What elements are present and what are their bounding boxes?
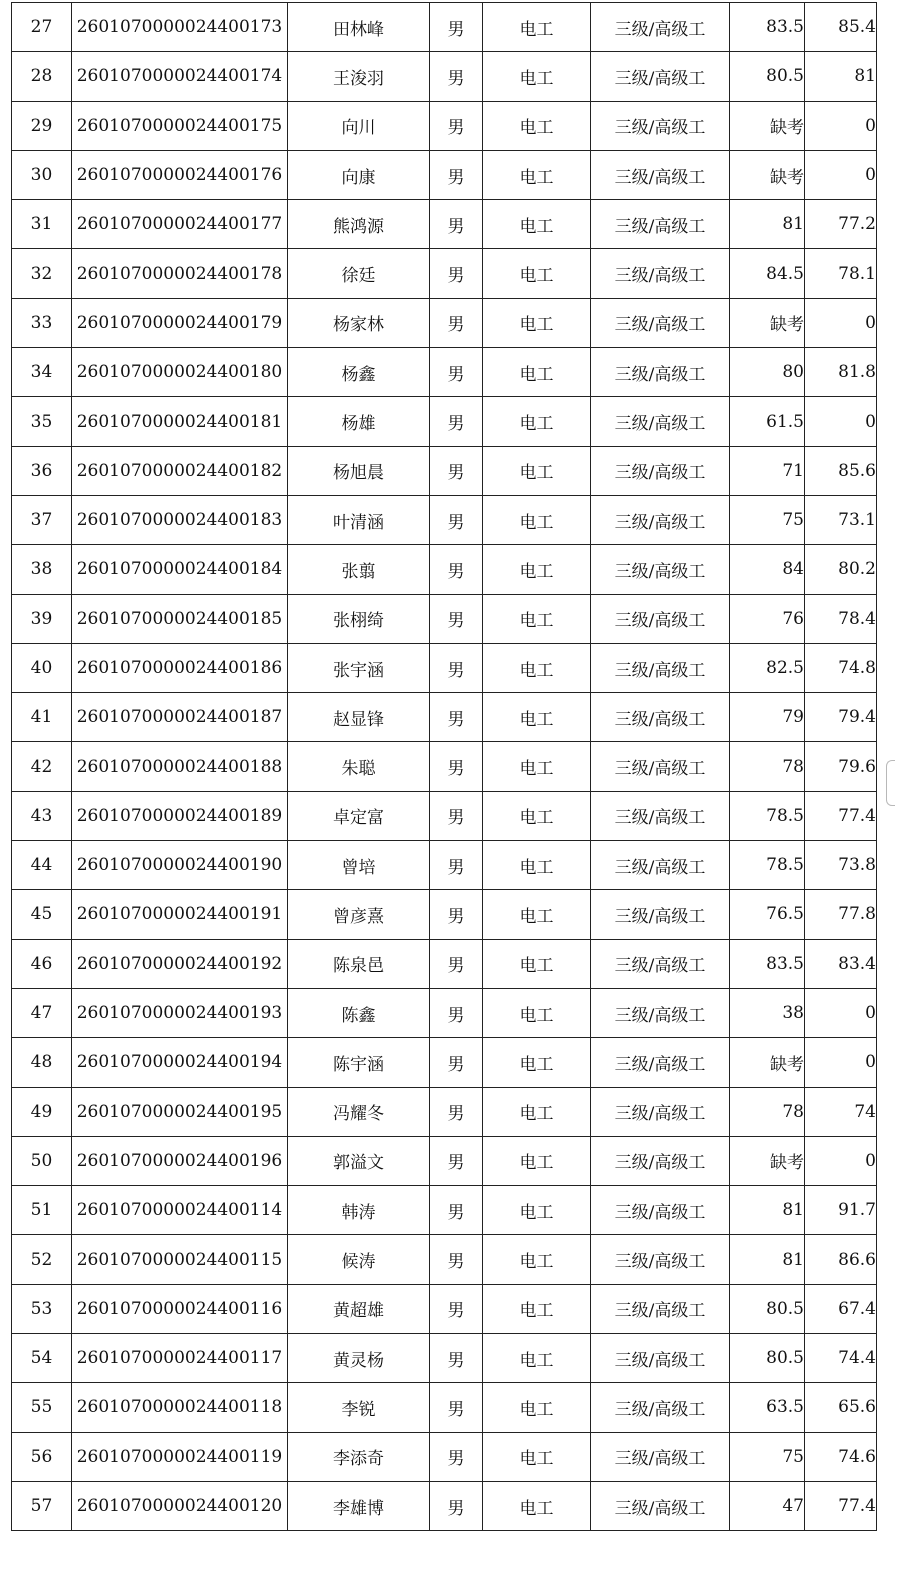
score2-cell: 77.8 <box>805 890 877 939</box>
job-cell: 电工 <box>483 150 591 199</box>
seq-cell: 29 <box>12 101 72 150</box>
level-cell: 三级/高级工 <box>591 791 730 840</box>
sex-cell: 男 <box>430 939 483 988</box>
level-cell: 三级/高级工 <box>591 397 730 446</box>
sex-cell: 男 <box>430 1383 483 1432</box>
job-cell: 电工 <box>483 348 591 397</box>
level-cell: 三级/高级工 <box>591 446 730 495</box>
score2-cell: 81.8 <box>805 348 877 397</box>
exam-id-cell: 2601070000024400188 <box>72 742 288 791</box>
table-row <box>12 52 877 101</box>
seq-cell: 44 <box>12 841 72 890</box>
seq-cell: 28 <box>12 52 72 101</box>
name-cell: 叶清涵 <box>288 495 430 544</box>
level-cell: 三级/高级工 <box>591 101 730 150</box>
sex-cell: 男 <box>430 1284 483 1333</box>
score2-cell: 79.6 <box>805 742 877 791</box>
score1-cell: 80.5 <box>730 52 805 101</box>
table-row <box>12 150 877 199</box>
score1-cell: 61.5 <box>730 397 805 446</box>
table-row <box>12 101 877 150</box>
score1-cell: 缺考 <box>730 1038 805 1087</box>
seq-cell: 54 <box>12 1334 72 1383</box>
seq-cell: 52 <box>12 1235 72 1284</box>
score1-cell: 75 <box>730 495 805 544</box>
score2-cell: 73.8 <box>805 841 877 890</box>
score2-cell: 81 <box>805 52 877 101</box>
score1-cell: 81 <box>730 200 805 249</box>
name-cell: 李锐 <box>288 1383 430 1432</box>
level-cell: 三级/高级工 <box>591 495 730 544</box>
score1-cell: 71 <box>730 446 805 495</box>
exam-id-cell: 2601070000024400179 <box>72 298 288 347</box>
name-cell: 张翦 <box>288 545 430 594</box>
table-row <box>12 397 877 446</box>
table-row <box>12 742 877 791</box>
score1-cell: 47 <box>730 1481 805 1530</box>
table-row <box>12 841 877 890</box>
level-cell: 三级/高级工 <box>591 1481 730 1530</box>
job-cell: 电工 <box>483 495 591 544</box>
exam-id-cell: 2601070000024400178 <box>72 249 288 298</box>
job-cell: 电工 <box>483 1235 591 1284</box>
job-cell: 电工 <box>483 200 591 249</box>
score1-cell: 78 <box>730 1087 805 1136</box>
table-row <box>12 1383 877 1432</box>
sex-cell: 男 <box>430 1186 483 1235</box>
table-row <box>12 693 877 742</box>
table-row <box>12 1284 877 1333</box>
side-panel-handle[interactable] <box>886 760 895 806</box>
exam-id-cell: 2601070000024400120 <box>72 1481 288 1530</box>
exam-id-cell: 2601070000024400191 <box>72 890 288 939</box>
table-row <box>12 1481 877 1530</box>
score2-cell: 0 <box>805 298 877 347</box>
sex-cell: 男 <box>430 1087 483 1136</box>
score1-cell: 81 <box>730 1186 805 1235</box>
score1-cell: 缺考 <box>730 1136 805 1185</box>
job-cell: 电工 <box>483 1284 591 1333</box>
name-cell: 熊鸿源 <box>288 200 430 249</box>
score1-cell: 80.5 <box>730 1334 805 1383</box>
job-cell: 电工 <box>483 1136 591 1185</box>
exam-id-cell: 2601070000024400175 <box>72 101 288 150</box>
job-cell: 电工 <box>483 446 591 495</box>
level-cell: 三级/高级工 <box>591 1284 730 1333</box>
level-cell: 三级/高级工 <box>591 1038 730 1087</box>
exam-id-cell: 2601070000024400116 <box>72 1284 288 1333</box>
score1-cell: 80 <box>730 348 805 397</box>
seq-cell: 51 <box>12 1186 72 1235</box>
name-cell: 杨鑫 <box>288 348 430 397</box>
name-cell: 朱聪 <box>288 742 430 791</box>
exam-id-cell: 2601070000024400115 <box>72 1235 288 1284</box>
table-row <box>12 988 877 1037</box>
level-cell: 三级/高级工 <box>591 643 730 692</box>
score2-cell: 80.2 <box>805 545 877 594</box>
exam-id-cell: 2601070000024400189 <box>72 791 288 840</box>
sex-cell: 男 <box>430 791 483 840</box>
exam-id-cell: 2601070000024400173 <box>72 3 288 52</box>
name-cell: 黄超雄 <box>288 1284 430 1333</box>
exam-id-cell: 2601070000024400196 <box>72 1136 288 1185</box>
score1-cell: 82.5 <box>730 643 805 692</box>
score2-cell: 73.1 <box>805 495 877 544</box>
sex-cell: 男 <box>430 742 483 791</box>
job-cell: 电工 <box>483 52 591 101</box>
sex-cell: 男 <box>430 1136 483 1185</box>
sex-cell: 男 <box>430 52 483 101</box>
job-cell: 电工 <box>483 1087 591 1136</box>
level-cell: 三级/高级工 <box>591 3 730 52</box>
score-table <box>11 2 877 1531</box>
name-cell: 韩涛 <box>288 1186 430 1235</box>
job-cell: 电工 <box>483 101 591 150</box>
seq-cell: 53 <box>12 1284 72 1333</box>
score2-cell: 67.4 <box>805 1284 877 1333</box>
seq-cell: 38 <box>12 545 72 594</box>
table-row <box>12 1038 877 1087</box>
sex-cell: 男 <box>430 150 483 199</box>
score1-cell: 79 <box>730 693 805 742</box>
score2-cell: 77.2 <box>805 200 877 249</box>
name-cell: 曾培 <box>288 841 430 890</box>
score2-cell: 0 <box>805 101 877 150</box>
name-cell: 郭溢文 <box>288 1136 430 1185</box>
score2-cell: 85.6 <box>805 446 877 495</box>
name-cell: 杨家林 <box>288 298 430 347</box>
score2-cell: 83.4 <box>805 939 877 988</box>
name-cell: 候涛 <box>288 1235 430 1284</box>
level-cell: 三级/高级工 <box>591 988 730 1037</box>
job-cell: 电工 <box>483 1432 591 1481</box>
seq-cell: 27 <box>12 3 72 52</box>
score2-cell: 74.6 <box>805 1432 877 1481</box>
sex-cell: 男 <box>430 101 483 150</box>
score1-cell: 78.5 <box>730 841 805 890</box>
score2-cell: 91.7 <box>805 1186 877 1235</box>
seq-cell: 43 <box>12 791 72 840</box>
name-cell: 张宇涵 <box>288 643 430 692</box>
exam-id-cell: 2601070000024400176 <box>72 150 288 199</box>
sex-cell: 男 <box>430 545 483 594</box>
score2-cell: 65.6 <box>805 1383 877 1432</box>
table-row <box>12 1235 877 1284</box>
level-cell: 三级/高级工 <box>591 298 730 347</box>
seq-cell: 30 <box>12 150 72 199</box>
job-cell: 电工 <box>483 1481 591 1530</box>
score1-cell: 78.5 <box>730 791 805 840</box>
seq-cell: 41 <box>12 693 72 742</box>
job-cell: 电工 <box>483 890 591 939</box>
table-row <box>12 791 877 840</box>
level-cell: 三级/高级工 <box>591 841 730 890</box>
level-cell: 三级/高级工 <box>591 1087 730 1136</box>
table-row <box>12 939 877 988</box>
seq-cell: 50 <box>12 1136 72 1185</box>
table-row <box>12 890 877 939</box>
level-cell: 三级/高级工 <box>591 1136 730 1185</box>
name-cell: 陈鑫 <box>288 988 430 1037</box>
score2-cell: 86.6 <box>805 1235 877 1284</box>
exam-id-cell: 2601070000024400186 <box>72 643 288 692</box>
job-cell: 电工 <box>483 643 591 692</box>
level-cell: 三级/高级工 <box>591 348 730 397</box>
job-cell: 电工 <box>483 249 591 298</box>
exam-id-cell: 2601070000024400118 <box>72 1383 288 1432</box>
job-cell: 电工 <box>483 693 591 742</box>
score1-cell: 80.5 <box>730 1284 805 1333</box>
level-cell: 三级/高级工 <box>591 939 730 988</box>
sex-cell: 男 <box>430 693 483 742</box>
seq-cell: 49 <box>12 1087 72 1136</box>
score2-cell: 78.1 <box>805 249 877 298</box>
name-cell: 杨雄 <box>288 397 430 446</box>
sex-cell: 男 <box>430 643 483 692</box>
score2-cell: 77.4 <box>805 791 877 840</box>
level-cell: 三级/高级工 <box>591 200 730 249</box>
sex-cell: 男 <box>430 594 483 643</box>
table-row <box>12 643 877 692</box>
name-cell: 徐廷 <box>288 249 430 298</box>
table-row <box>12 1186 877 1235</box>
sex-cell: 男 <box>430 1235 483 1284</box>
job-cell: 电工 <box>483 1334 591 1383</box>
score2-cell: 0 <box>805 150 877 199</box>
level-cell: 三级/高级工 <box>591 1186 730 1235</box>
table-row <box>12 594 877 643</box>
exam-id-cell: 2601070000024400119 <box>72 1432 288 1481</box>
exam-id-cell: 2601070000024400192 <box>72 939 288 988</box>
sex-cell: 男 <box>430 348 483 397</box>
score1-cell: 83.5 <box>730 3 805 52</box>
name-cell: 卓定富 <box>288 791 430 840</box>
sex-cell: 男 <box>430 200 483 249</box>
sex-cell: 男 <box>430 397 483 446</box>
sex-cell: 男 <box>430 495 483 544</box>
score2-cell: 79.4 <box>805 693 877 742</box>
exam-id-cell: 2601070000024400181 <box>72 397 288 446</box>
exam-id-cell: 2601070000024400184 <box>72 545 288 594</box>
table-row <box>12 249 877 298</box>
exam-id-cell: 2601070000024400190 <box>72 841 288 890</box>
job-cell: 电工 <box>483 545 591 594</box>
score2-cell: 0 <box>805 397 877 446</box>
seq-cell: 47 <box>12 988 72 1037</box>
score1-cell: 84.5 <box>730 249 805 298</box>
score1-cell: 78 <box>730 742 805 791</box>
score2-cell: 85.4 <box>805 3 877 52</box>
score1-cell: 63.5 <box>730 1383 805 1432</box>
exam-id-cell: 2601070000024400182 <box>72 446 288 495</box>
job-cell: 电工 <box>483 3 591 52</box>
name-cell: 冯耀冬 <box>288 1087 430 1136</box>
score2-cell: 74.8 <box>805 643 877 692</box>
seq-cell: 45 <box>12 890 72 939</box>
name-cell: 陈泉邑 <box>288 939 430 988</box>
score1-cell: 83.5 <box>730 939 805 988</box>
score1-cell: 84 <box>730 545 805 594</box>
table-row <box>12 200 877 249</box>
sex-cell: 男 <box>430 1334 483 1383</box>
score2-cell: 0 <box>805 988 877 1037</box>
exam-id-cell: 2601070000024400194 <box>72 1038 288 1087</box>
score2-cell: 0 <box>805 1038 877 1087</box>
sex-cell: 男 <box>430 1038 483 1087</box>
seq-cell: 35 <box>12 397 72 446</box>
table-row <box>12 1136 877 1185</box>
table-row <box>12 1432 877 1481</box>
name-cell: 黄灵杨 <box>288 1334 430 1383</box>
sex-cell: 男 <box>430 1481 483 1530</box>
sex-cell: 男 <box>430 298 483 347</box>
exam-id-cell: 2601070000024400185 <box>72 594 288 643</box>
seq-cell: 42 <box>12 742 72 791</box>
job-cell: 电工 <box>483 594 591 643</box>
table-row <box>12 298 877 347</box>
score1-cell: 缺考 <box>730 101 805 150</box>
table-row <box>12 446 877 495</box>
job-cell: 电工 <box>483 1383 591 1432</box>
level-cell: 三级/高级工 <box>591 545 730 594</box>
name-cell: 曾彦熹 <box>288 890 430 939</box>
score1-cell: 75 <box>730 1432 805 1481</box>
name-cell: 向康 <box>288 150 430 199</box>
name-cell: 张栩绮 <box>288 594 430 643</box>
seq-cell: 48 <box>12 1038 72 1087</box>
score1-cell: 81 <box>730 1235 805 1284</box>
name-cell: 陈宇涵 <box>288 1038 430 1087</box>
score2-cell: 74.4 <box>805 1334 877 1383</box>
level-cell: 三级/高级工 <box>591 150 730 199</box>
level-cell: 三级/高级工 <box>591 52 730 101</box>
job-cell: 电工 <box>483 742 591 791</box>
sex-cell: 男 <box>430 1432 483 1481</box>
score-table-body <box>12 3 877 1531</box>
job-cell: 电工 <box>483 397 591 446</box>
name-cell: 向川 <box>288 101 430 150</box>
score1-cell: 76 <box>730 594 805 643</box>
seq-cell: 33 <box>12 298 72 347</box>
seq-cell: 56 <box>12 1432 72 1481</box>
name-cell: 田林峰 <box>288 3 430 52</box>
sex-cell: 男 <box>430 249 483 298</box>
exam-id-cell: 2601070000024400117 <box>72 1334 288 1383</box>
name-cell: 赵显锋 <box>288 693 430 742</box>
score2-cell: 77.4 <box>805 1481 877 1530</box>
level-cell: 三级/高级工 <box>591 742 730 791</box>
name-cell: 李添奇 <box>288 1432 430 1481</box>
score1-cell: 38 <box>730 988 805 1037</box>
job-cell: 电工 <box>483 1186 591 1235</box>
level-cell: 三级/高级工 <box>591 249 730 298</box>
seq-cell: 37 <box>12 495 72 544</box>
sex-cell: 男 <box>430 988 483 1037</box>
seq-cell: 40 <box>12 643 72 692</box>
job-cell: 电工 <box>483 939 591 988</box>
score1-cell: 76.5 <box>730 890 805 939</box>
table-row <box>12 3 877 52</box>
score2-cell: 74 <box>805 1087 877 1136</box>
seq-cell: 55 <box>12 1383 72 1432</box>
seq-cell: 34 <box>12 348 72 397</box>
table-row <box>12 1334 877 1383</box>
job-cell: 电工 <box>483 298 591 347</box>
level-cell: 三级/高级工 <box>591 1235 730 1284</box>
table-row <box>12 545 877 594</box>
sex-cell: 男 <box>430 446 483 495</box>
score1-cell: 缺考 <box>730 150 805 199</box>
name-cell: 李雄博 <box>288 1481 430 1530</box>
level-cell: 三级/高级工 <box>591 1334 730 1383</box>
sex-cell: 男 <box>430 890 483 939</box>
seq-cell: 57 <box>12 1481 72 1530</box>
score1-cell: 缺考 <box>730 298 805 347</box>
exam-id-cell: 2601070000024400177 <box>72 200 288 249</box>
name-cell: 杨旭晨 <box>288 446 430 495</box>
table-row <box>12 348 877 397</box>
exam-id-cell: 2601070000024400187 <box>72 693 288 742</box>
level-cell: 三级/高级工 <box>591 693 730 742</box>
exam-id-cell: 2601070000024400174 <box>72 52 288 101</box>
table-row <box>12 495 877 544</box>
level-cell: 三级/高级工 <box>591 890 730 939</box>
job-cell: 电工 <box>483 841 591 890</box>
job-cell: 电工 <box>483 791 591 840</box>
exam-id-cell: 2601070000024400114 <box>72 1186 288 1235</box>
sex-cell: 男 <box>430 3 483 52</box>
sex-cell: 男 <box>430 841 483 890</box>
job-cell: 电工 <box>483 988 591 1037</box>
job-cell: 电工 <box>483 1038 591 1087</box>
seq-cell: 36 <box>12 446 72 495</box>
seq-cell: 39 <box>12 594 72 643</box>
exam-id-cell: 2601070000024400180 <box>72 348 288 397</box>
name-cell: 王浚羽 <box>288 52 430 101</box>
score2-cell: 78.4 <box>805 594 877 643</box>
seq-cell: 32 <box>12 249 72 298</box>
seq-cell: 46 <box>12 939 72 988</box>
score2-cell: 0 <box>805 1136 877 1185</box>
exam-id-cell: 2601070000024400183 <box>72 495 288 544</box>
exam-id-cell: 2601070000024400193 <box>72 988 288 1037</box>
table-row <box>12 1087 877 1136</box>
level-cell: 三级/高级工 <box>591 1383 730 1432</box>
level-cell: 三级/高级工 <box>591 594 730 643</box>
exam-id-cell: 2601070000024400195 <box>72 1087 288 1136</box>
level-cell: 三级/高级工 <box>591 1432 730 1481</box>
seq-cell: 31 <box>12 200 72 249</box>
